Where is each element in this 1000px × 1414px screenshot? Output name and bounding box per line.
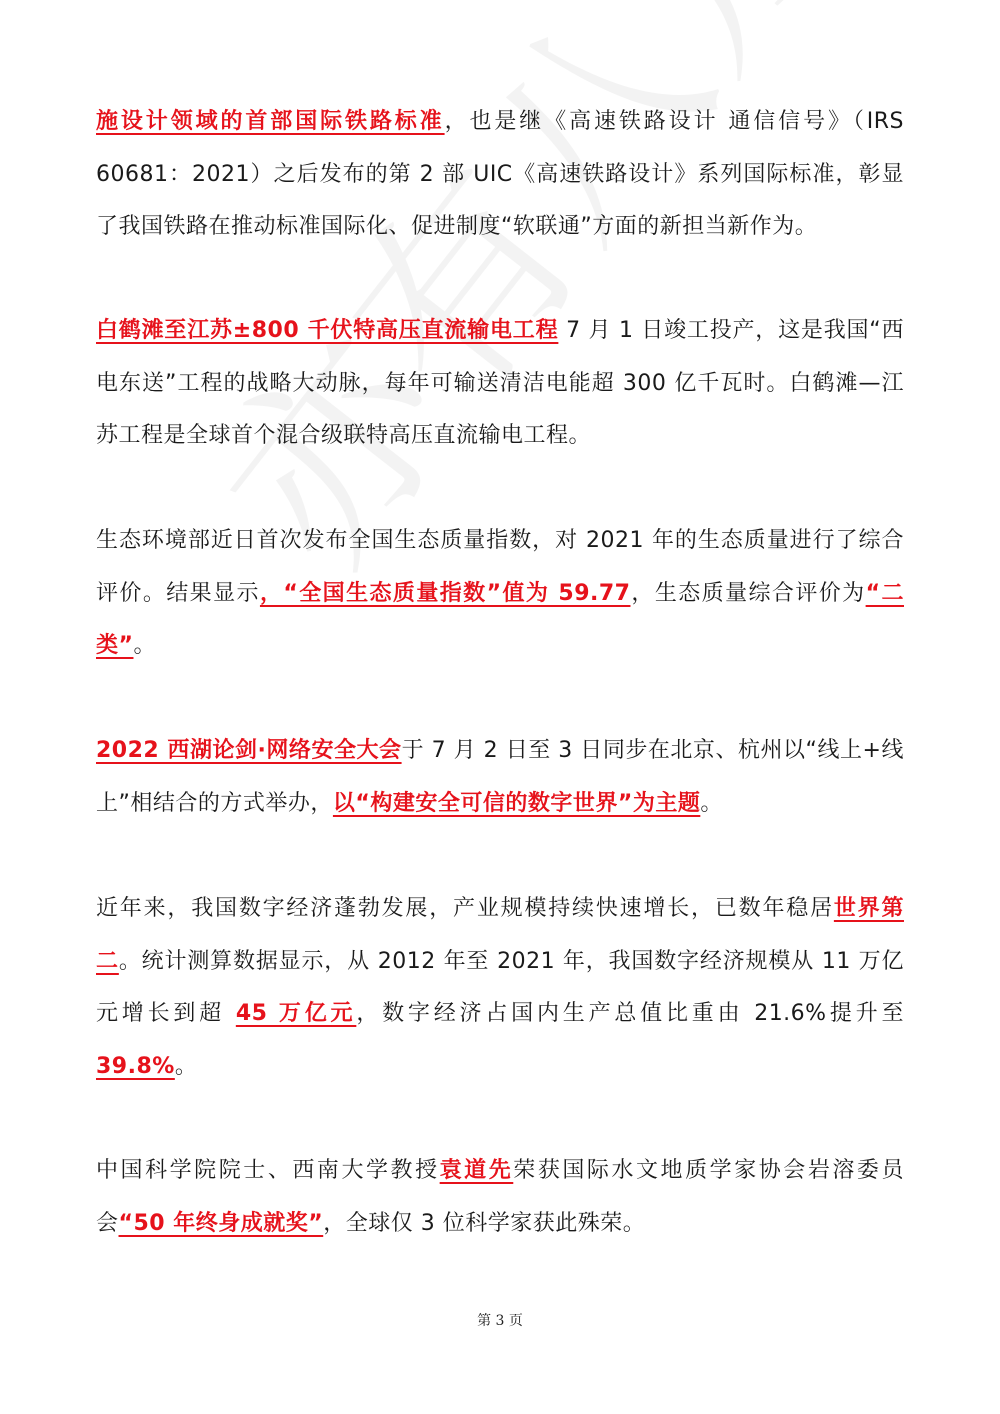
body-text: 。 [133,633,156,658]
paragraph-2 [96,305,904,463]
paragraph-6 [96,1145,904,1250]
highlighted-text: 袁道先 [439,1158,514,1183]
highlighted-text: 39.8% [96,1053,175,1079]
body-text: 。 [700,790,723,816]
paragraph-4 [96,725,904,830]
body-text: 于 7 月 2 日至 3 日同步在北京、杭州以“线上+线上”相结合的方式举办， [96,738,904,816]
body-text: 中国科学院院士、西南大学教授 [96,1158,440,1183]
body-text: ，生态质量综合评价为 [630,580,866,606]
watermark [190,0,873,599]
highlighted-text: 施设计领域的首部国际铁路标准 [96,109,445,134]
body-text: 荣获国际水文地质学家协会岩溶委员会 [96,1158,904,1236]
highlighted-text: 白鹤滩至江苏±800 千伏特高压直流输电工程 [96,318,559,343]
highlighted-text: ，“全国生态质量指数”值为 59.77 [259,580,631,606]
highlighted-text: 世界第二 [96,896,904,974]
paragraph-1 [96,96,904,254]
body-text: ，也是继《高速铁路设计 通信信号》（IRS 60681：2021）之后发布的第 2 部 UIC《高速铁路设计》系列国际标准，彰显了我国铁路在推动标准国际化、促进制度“软联通”方面的新担当新作为。 [96,109,904,239]
paragraph-3 [96,515,904,673]
highlighted-text: 2022 西湖论剑·网络安全大会 [96,738,402,763]
body-text: 。 [174,1053,198,1079]
highlighted-text: “二类” [96,580,904,658]
highlighted-text: 45 万亿元 [235,1001,357,1026]
body-text: 近年来，我国数字经济蓬勃发展，产业规模持续快速增长，已数年稳居 [96,896,834,921]
body-text: 7 月 1 日竣工投产，这是我国“西电东送”工程的战略大动脉，每年可输送清洁电能超 300 亿千瓦时。白鹤滩—江苏工程是全球首个混合级联特高压直流输电工程。 [96,318,904,448]
body-text: ，数字经济占国内生产总值比重由 21.6%提升至 [356,1001,904,1026]
paragraph-5 [96,883,904,1093]
body-text: 生态环境部近日首次发布全国生态质量指数，对 2021 年的生态质量进行了综合评价。结果显示 [96,528,904,606]
page-number: 第 3 页 [477,1313,523,1329]
highlighted-text: “50 年终身成就奖” [118,1210,324,1236]
body-text: ，全球仅 3 位科学家获此殊荣。 [323,1210,646,1236]
body-text: 。统计测算数据显示，从 2012 年至 2021 年，我国数字经济规模从 11 万亿元增长到超 [96,948,904,1026]
highlighted-text: 以“构建安全可信的数字世界”为主题 [332,790,701,816]
